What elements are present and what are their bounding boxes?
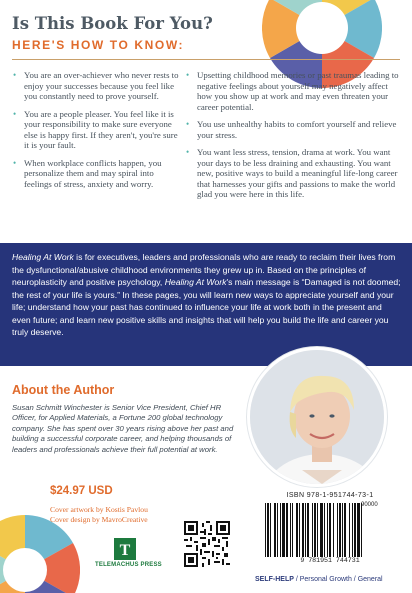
publisher-name: TELEMACHUS PRESS [95,562,162,568]
bullet-icon: • [186,147,190,158]
book-description: Healing At Work is for executives, leaders and professionals who are ready to reclaim their lives from the dysfunctional/abusive childhood environments they grew up in. Based on the principles of neuroplasticity and positive psychology, Healing At Work's main message is “Damaged is not doomed; the rest of your life is yours.” In these pages, you will learn new ways to appreciate yourself and your life; understand how your past has continued to influence your life at work both in the present and even future; and learn new positive skills and insights that will help you build the life and career you truly deserve. [12,252,401,338]
list-item: • You are a people pleaser. You feel like it is your responsibility to make sure everyone else is happy first. If they aren't, you're sure it is your fault. [13,108,178,151]
svg-text:T: T [119,542,131,559]
bullet-icon: • [13,108,17,119]
bullet-icon: • [13,157,17,168]
decorative-circle-bottom [0,515,80,593]
list-item: • Upsetting childhood memories or past traumas leading to negative feelings about yourself may negatively affect how you show up at work and may even threaten your career potential. [186,70,399,112]
qr-code-icon [184,521,230,567]
price: $24.97 USD [50,485,113,497]
bullet-icon: • [13,70,17,80]
author-portrait-illustration [250,350,384,484]
bullet-list-left [12,70,180,196]
section-title: Is This Book For You? [12,14,213,33]
artwork-credit: Cover artwork by Kostis Pavlou [50,505,148,514]
design-credit: Cover design by MavroCreative [50,515,148,524]
isbn-text: ISBN 978-1-951744-73-1 [286,492,374,499]
barcode-digits: 9 781951 744731 [300,557,360,564]
about-author-heading: About the Author [12,383,115,397]
barcode-price-code: 90000 [361,502,378,508]
description-band [0,243,412,366]
bullet-list-right [185,70,401,207]
list-item: • You want less stress, tension, drama at work. You want your days to be less draining and exhausting. You want new, positive ways to build a meaningful life-long career that harnesses your gifts and passions to make the world glad you were here in this life. [186,147,398,200]
book-category: SELF-HELP / Personal Growth / General [255,576,383,583]
section-subtitle: HERE'S HOW TO KNOW: [12,38,185,52]
list-item: • You are an over-achiever who never rests to enjoy your successes because you feel like you constantly need to prove yourself. [13,70,179,102]
book-title-italic: Healing At Work [164,277,227,288]
barcode-icon [265,503,395,557]
list-item: • You use unhealthy habits to comfort yourself and relieve your stress. [186,119,397,140]
author-bio: Susan Schmitt Winchester is Senior Vice President, Chief HR Officer, for Applied Materials, a Fortune 200 global technology company. She has spent over 30 years rising above her past and building a successful corporate career, and helping thousands of leaders and professionals achieve their full potential at work. [12,403,234,454]
isbn-barcode [263,492,397,568]
book-title-italic: Healing At Work [12,252,74,262]
bullet-icon: • [186,119,190,130]
bullet-icon: • [186,70,190,80]
author-photo [247,347,387,487]
publisher-logo-icon [114,538,136,560]
divider [12,59,400,60]
list-item: • When workplace conflicts happen, you personalize them and may spiral into feelings of stress, anxiety and worry. [13,157,162,189]
